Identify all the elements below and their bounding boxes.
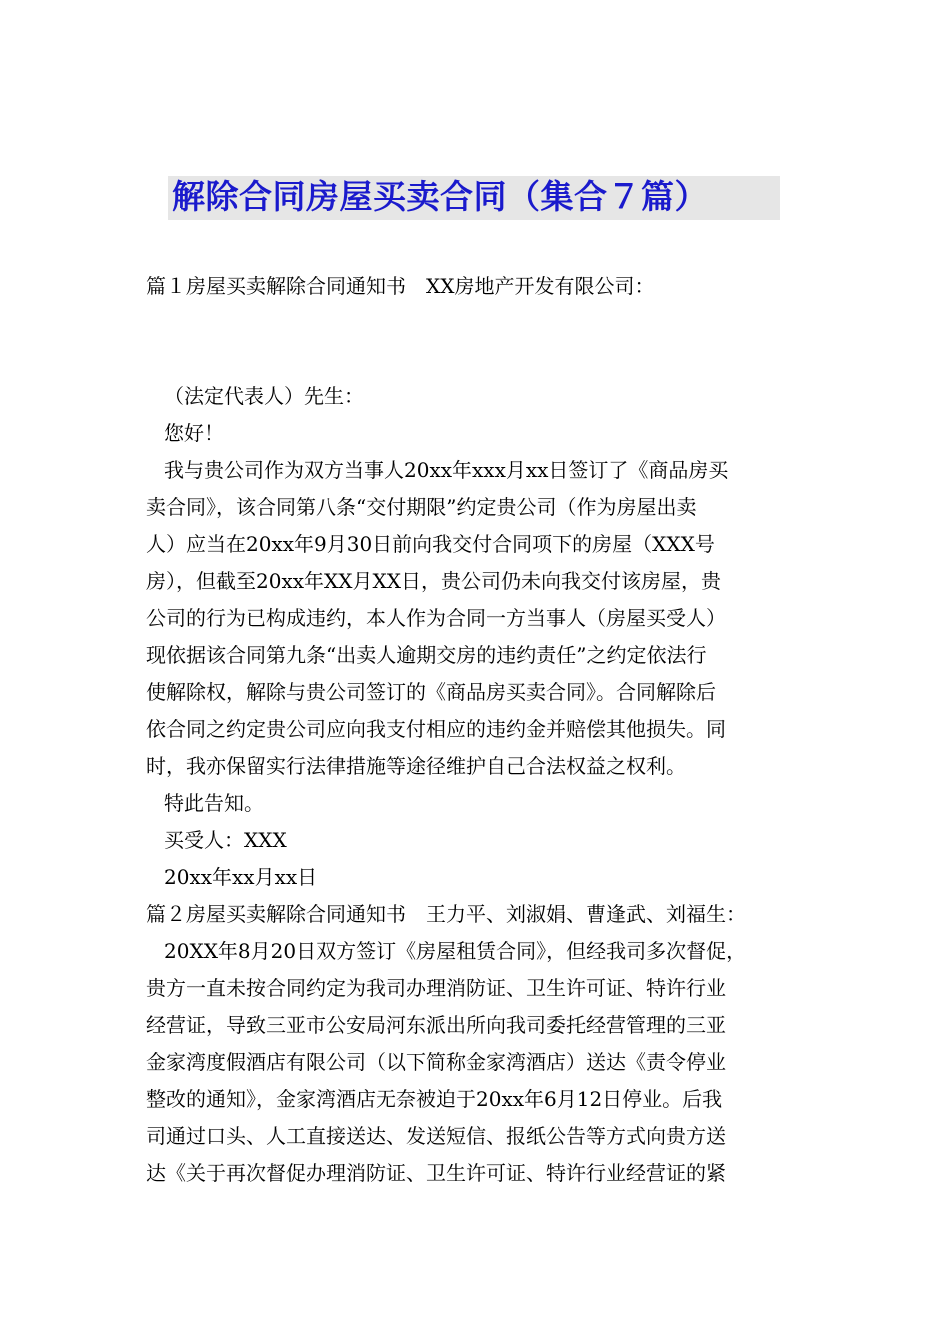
section1-body [146, 452, 806, 785]
section1-body-line: 现依据该合同第九条“出卖人逾期交房的违约责任”之约定依法行 [146, 643, 707, 667]
section1-salutation: （法定代表人）先生： [164, 384, 364, 408]
section1-heading: 篇１房屋买卖解除合同通知书 XX房地产开发有限公司： [146, 274, 655, 298]
document-title: 解除合同房屋买卖合同（集合７篇） [172, 177, 708, 216]
section2-body [146, 933, 806, 1192]
section1-greeting: 您好！ [164, 421, 224, 445]
section1-body-line: 人）应当在20xx年9月30日前向我交付合同项下的房屋（XXX号 [146, 532, 715, 556]
section2-body-line: 金家湾度假酒店有限公司（以下简称金家湾酒店）送达《责令停业 [146, 1050, 726, 1074]
section1-body-line: 卖合同》，该合同第八条“交付期限”约定贵公司（作为房屋出卖 [146, 495, 697, 519]
section1-body-line: 房），但截至20xx年XX月XX日，贵公司仍未向我交付该房屋，贵 [146, 569, 721, 593]
section2-heading: 篇２房屋买卖解除合同通知书 王力平、刘淑娟、曹逢武、刘福生： [146, 902, 746, 926]
section1-body-line: 依合同之约定贵公司应向我支付相应的违约金并赔偿其他损失。同 [146, 717, 726, 741]
section1-body-line: 公司的行为已构成违约，本人作为合同一方当事人（房屋买受人） [146, 606, 726, 630]
section2-body-line: 20XX年8月20日双方签订《房屋租赁合同》，但经我司多次督促， [164, 939, 747, 963]
section1-body-line: 我与贵公司作为双方当事人20xx年xxx月xx日签订了《商品房买 [164, 458, 729, 482]
section2-body-line: 贵方一直未按合同约定为我司办理消防证、卫生许可证、特许行业 [146, 976, 726, 1000]
section1-body-line: 时，我亦保留实行法律措施等途径维护自己合法权益之权利。 [146, 754, 686, 778]
section2-body-line: 经营证，导致三亚市公安局河东派出所向我司委托经营管理的三亚 [146, 1013, 726, 1037]
section1-body-line: 使解除权，解除与贵公司签订的《商品房买卖合同》。合同解除后 [146, 680, 716, 704]
section2-body-line: 达《关于再次督促办理消防证、卫生许可证、特许行业经营证的紧 [146, 1161, 726, 1185]
section2-body-line: 整改的通知》，金家湾酒店无奈被迫于20xx年6月12日停业。后我 [146, 1087, 723, 1111]
section1-signer: 买受人：XXX [164, 828, 287, 852]
section2-body-line: 司通过口头、人工直接送达、发送短信、报纸公告等方式向贵方送 [146, 1124, 726, 1148]
section1-closing: 特此告知。 [164, 791, 264, 815]
section1-date: 20xx年xx月xx日 [164, 865, 318, 889]
